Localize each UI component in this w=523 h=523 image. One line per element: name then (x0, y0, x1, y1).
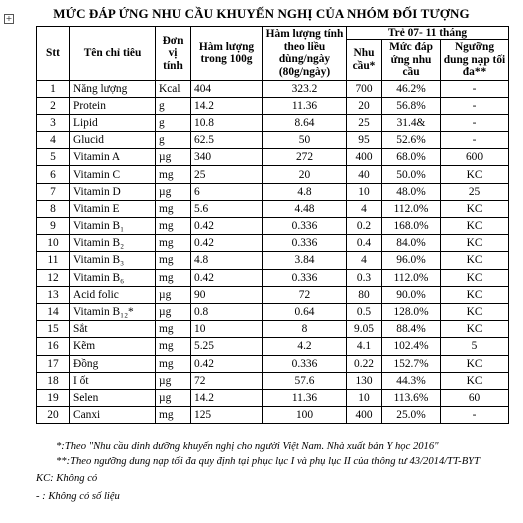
table-row (37, 97, 509, 114)
cell-meet: 168.0% (382, 218, 441, 235)
cell-unit: µg (156, 389, 191, 406)
cell-name: Vitamin B₆ (70, 269, 156, 286)
cell-name: Acid folic (70, 286, 156, 303)
cell-content-100g: 0.42 (191, 218, 263, 235)
cell-limit: KC (441, 286, 509, 303)
cell-content-per-day: 0.64 (263, 303, 347, 320)
cell-stt: 20 (37, 407, 70, 424)
cell-unit: mg (156, 252, 191, 269)
cell-meet: 50.0% (382, 166, 441, 183)
cell-meet: 44.3% (382, 372, 441, 389)
table-row (37, 355, 509, 372)
cell-meet: 102.4% (382, 338, 441, 355)
footnote-limit-source: **:Theo ngưỡng dung nạp tối đa quy định tại phục lục I và phụ lục II của thông tư 43/2014/TT-BYT (56, 455, 480, 467)
header-content-100g: Hàm lượng trong 100g (191, 27, 263, 81)
cell-stt: 11 (37, 252, 70, 269)
table-row (37, 269, 509, 286)
cell-limit: 60 (441, 389, 509, 406)
header-need: Nhu cầu* (347, 40, 382, 81)
cell-name: Vitamin D (70, 183, 156, 200)
cell-content-per-day: 72 (263, 286, 347, 303)
cell-limit: KC (441, 372, 509, 389)
table-row (37, 235, 509, 252)
table-move-handle-icon[interactable]: + (5, 14, 13, 23)
cell-need: 0.4 (347, 235, 382, 252)
cell-meet: 88.4% (382, 321, 441, 338)
cell-unit: µg (156, 303, 191, 320)
cell-meet: 84.0% (382, 235, 441, 252)
cell-limit: - (441, 407, 509, 424)
cell-content-100g: 6 (191, 183, 263, 200)
table-row (37, 389, 509, 406)
cell-need: 4.1 (347, 338, 382, 355)
cell-unit: mg (156, 166, 191, 183)
cell-stt: 6 (37, 166, 70, 183)
cell-meet: 31.4& (382, 114, 441, 131)
table-row (37, 149, 509, 166)
cell-content-per-day: 0.336 (263, 269, 347, 286)
cell-need: 700 (347, 80, 382, 97)
cell-meet: 112.0% (382, 200, 441, 217)
cell-stt: 3 (37, 114, 70, 131)
cell-content-per-day: 272 (263, 149, 347, 166)
cell-stt: 9 (37, 218, 70, 235)
cell-limit: 5 (441, 338, 509, 355)
cell-stt: 17 (37, 355, 70, 372)
cell-content-100g: 5.25 (191, 338, 263, 355)
cell-meet: 112.0% (382, 269, 441, 286)
cell-name: Vitamin B₁₂* (70, 303, 156, 320)
footnotes (36, 440, 516, 504)
cell-name: Selen (70, 389, 156, 406)
header-name: Tên chỉ tiêu (70, 27, 156, 81)
cell-content-per-day: 4.48 (263, 200, 347, 217)
table-header-row (37, 27, 509, 40)
cell-unit: µg (156, 286, 191, 303)
cell-content-100g: 25 (191, 166, 263, 183)
cell-unit: µg (156, 149, 191, 166)
footnote-dash: - : Không có số liệu (36, 490, 120, 502)
cell-limit: KC (441, 355, 509, 372)
cell-content-100g: 0.42 (191, 269, 263, 286)
cell-stt: 12 (37, 269, 70, 286)
cell-limit: KC (441, 218, 509, 235)
cell-need: 80 (347, 286, 382, 303)
cell-name: Vitamin B₃ (70, 252, 156, 269)
cell-content-100g: 4.8 (191, 252, 263, 269)
cell-stt: 2 (37, 97, 70, 114)
cell-limit: KC (441, 166, 509, 183)
cell-content-100g: 0.42 (191, 235, 263, 252)
footnote-kc: KC: Không có (36, 473, 98, 484)
cell-meet: 128.0% (382, 303, 441, 320)
cell-name: Vitamin E (70, 200, 156, 217)
cell-meet: 152.7% (382, 355, 441, 372)
cell-unit: mg (156, 321, 191, 338)
header-content-per-day: Hàm lượng tính theo liều dùng/ngày (80g/ngày) (263, 27, 347, 81)
cell-unit: mg (156, 355, 191, 372)
cell-need: 0.22 (347, 355, 382, 372)
cell-unit: Kcal (156, 80, 191, 97)
cell-stt: 14 (37, 303, 70, 320)
cell-stt: 19 (37, 389, 70, 406)
cell-meet: 90.0% (382, 286, 441, 303)
cell-content-100g: 90 (191, 286, 263, 303)
footnote-need-source: *:Theo "Nhu cầu dinh dưỡng khuyến nghị cho người Việt Nam. Nhà xuất bản Y học 2016" (56, 441, 439, 452)
cell-need: 10 (347, 183, 382, 200)
cell-content-100g: 404 (191, 80, 263, 97)
cell-limit: 25 (441, 183, 509, 200)
cell-limit: - (441, 132, 509, 149)
cell-content-100g: 0.8 (191, 303, 263, 320)
cell-content-per-day: 0.336 (263, 218, 347, 235)
cell-content-per-day: 0.336 (263, 355, 347, 372)
cell-limit: KC (441, 200, 509, 217)
cell-need: 40 (347, 166, 382, 183)
cell-content-100g: 0.42 (191, 355, 263, 372)
table-row (37, 200, 509, 217)
cell-name: Canxi (70, 407, 156, 424)
cell-unit: mg (156, 218, 191, 235)
cell-content-100g: 62.5 (191, 132, 263, 149)
cell-content-per-day: 0.336 (263, 235, 347, 252)
cell-name: Kẽm (70, 338, 156, 355)
cell-name: I ốt (70, 372, 156, 389)
cell-content-per-day: 57.6 (263, 372, 347, 389)
cell-stt: 8 (37, 200, 70, 217)
cell-unit: µg (156, 183, 191, 200)
cell-stt: 15 (37, 321, 70, 338)
cell-need: 25 (347, 114, 382, 131)
table-row (37, 303, 509, 320)
table-row (37, 80, 509, 97)
cell-limit: KC (441, 321, 509, 338)
cell-stt: 13 (37, 286, 70, 303)
cell-need: 130 (347, 372, 382, 389)
cell-name: Vitamin A (70, 149, 156, 166)
cell-meet: 25.0% (382, 407, 441, 424)
cell-meet: 68.0% (382, 149, 441, 166)
cell-content-100g: 14.2 (191, 389, 263, 406)
cell-stt: 4 (37, 132, 70, 149)
document-title: MỨC ĐÁP ỨNG NHU CẦU KHUYẾN NGHỊ CỦA NHÓM ĐỐI TƯỢNG (53, 6, 470, 21)
cell-stt: 10 (37, 235, 70, 252)
table-row (37, 338, 509, 355)
cell-content-per-day: 50 (263, 132, 347, 149)
cell-limit: KC (441, 269, 509, 286)
cell-limit: - (441, 114, 509, 131)
cell-content-100g: 72 (191, 372, 263, 389)
table-row (37, 372, 509, 389)
header-limit: Ngưỡng dung nạp tối đa** (441, 40, 509, 81)
cell-name: Glucid (70, 132, 156, 149)
cell-content-100g: 340 (191, 149, 263, 166)
cell-unit: g (156, 97, 191, 114)
cell-unit: g (156, 132, 191, 149)
table-row (37, 286, 509, 303)
cell-content-per-day: 8 (263, 321, 347, 338)
header-meet: Mức đáp ứng nhu cầu (382, 40, 441, 81)
cell-stt: 1 (37, 80, 70, 97)
header-target-group: Trẻ 07- 11 tháng (347, 27, 509, 40)
cell-need: 400 (347, 149, 382, 166)
cell-need: 95 (347, 132, 382, 149)
cell-content-per-day: 20 (263, 166, 347, 183)
cell-content-100g: 14.2 (191, 97, 263, 114)
cell-need: 9.05 (347, 321, 382, 338)
cell-need: 4 (347, 252, 382, 269)
cell-stt: 18 (37, 372, 70, 389)
cell-unit: mg (156, 338, 191, 355)
cell-limit: - (441, 97, 509, 114)
cell-meet: 52.6% (382, 132, 441, 149)
cell-limit: - (441, 80, 509, 97)
cell-meet: 113.6% (382, 389, 441, 406)
cell-name: Lipid (70, 114, 156, 131)
header-unit: Đơn vị tính (156, 27, 191, 81)
cell-stt: 5 (37, 149, 70, 166)
table-row (37, 407, 509, 424)
cell-need: 0.5 (347, 303, 382, 320)
cell-content-100g: 125 (191, 407, 263, 424)
cell-unit: mg (156, 407, 191, 424)
cell-content-per-day: 323.2 (263, 80, 347, 97)
cell-need: 4 (347, 200, 382, 217)
cell-limit: 600 (441, 149, 509, 166)
cell-name: Sắt (70, 321, 156, 338)
cell-need: 0.3 (347, 269, 382, 286)
table-row (37, 321, 509, 338)
cell-stt: 16 (37, 338, 70, 355)
cell-need: 0.2 (347, 218, 382, 235)
cell-limit: KC (441, 252, 509, 269)
cell-unit: mg (156, 235, 191, 252)
cell-meet: 56.8% (382, 97, 441, 114)
header-stt: Stt (37, 27, 70, 81)
cell-unit: g (156, 114, 191, 131)
nutrition-table (36, 26, 509, 424)
cell-content-100g: 10 (191, 321, 263, 338)
cell-need: 400 (347, 407, 382, 424)
table-row (37, 218, 509, 235)
table-row (37, 252, 509, 269)
cell-content-per-day: 11.36 (263, 389, 347, 406)
cell-meet: 48.0% (382, 183, 441, 200)
cell-meet: 96.0% (382, 252, 441, 269)
cell-need: 10 (347, 389, 382, 406)
cell-name: Năng lượng (70, 80, 156, 97)
cell-name: Vitamin B₂ (70, 235, 156, 252)
cell-name: Vitamin B₁ (70, 218, 156, 235)
cell-content-per-day: 4.2 (263, 338, 347, 355)
cell-name: Đồng (70, 355, 156, 372)
cell-unit: mg (156, 269, 191, 286)
cell-unit: mg (156, 200, 191, 217)
cell-content-per-day: 3.84 (263, 252, 347, 269)
cell-need: 20 (347, 97, 382, 114)
cell-content-100g: 5.6 (191, 200, 263, 217)
cell-limit: KC (441, 235, 509, 252)
table-row (37, 114, 509, 131)
table-row (37, 183, 509, 200)
cell-meet: 46.2% (382, 80, 441, 97)
cell-name: Protein (70, 97, 156, 114)
cell-content-per-day: 4.8 (263, 183, 347, 200)
cell-unit: µg (156, 372, 191, 389)
cell-content-per-day: 100 (263, 407, 347, 424)
cell-stt: 7 (37, 183, 70, 200)
table-row (37, 132, 509, 149)
cell-content-100g: 10.8 (191, 114, 263, 131)
cell-limit: KC (441, 303, 509, 320)
cell-content-per-day: 11.36 (263, 97, 347, 114)
cell-name: Vitamin C (70, 166, 156, 183)
table-row (37, 166, 509, 183)
cell-content-per-day: 8.64 (263, 114, 347, 131)
